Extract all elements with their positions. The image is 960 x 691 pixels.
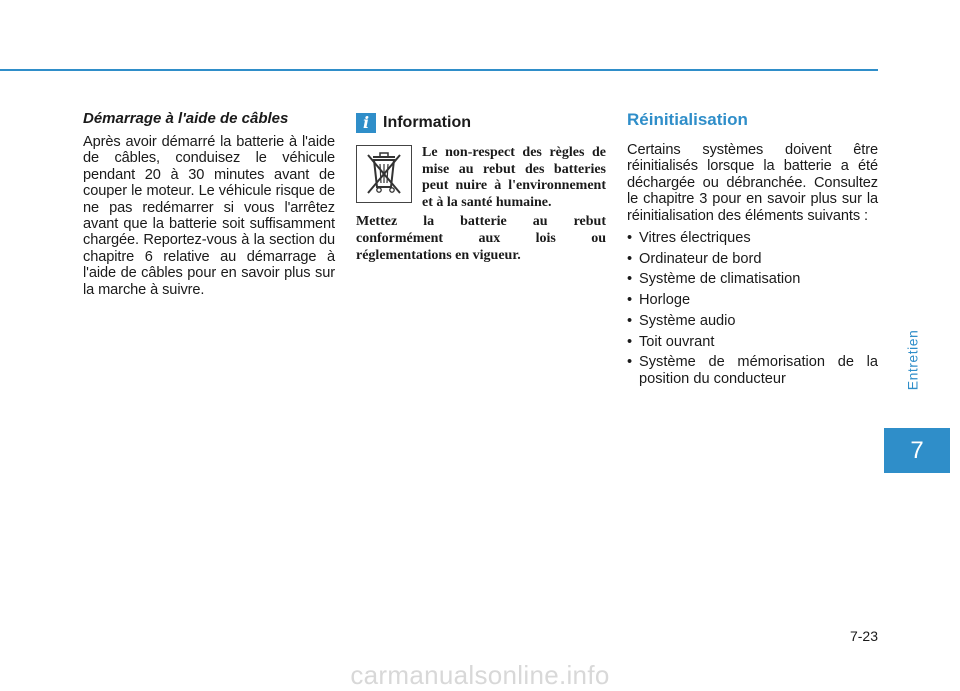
info-header [356, 113, 606, 133]
left-column [83, 110, 335, 298]
info-icon: i [356, 113, 376, 133]
top-divider [0, 69, 878, 71]
jump-start-paragraph: Après avoir démarré la batterie à l'aide de câbles, conduisez le véhicule pendant 20 à 30 minutes avant de couper le moteur. Le véhicule risque de ne pas redémarrer si vous l'arrêtez avant que la batterie soit suffisamment chargée. Reportez-vous à la section du chapitre 6 relative au démarrage à l'aide de câbles pour en savoir plus sur la marche à suivre. [83, 134, 335, 298]
info-bin-row [356, 145, 606, 211]
info-box [356, 113, 606, 264]
crossed-out-bin-icon [356, 145, 412, 203]
reset-paragraph: Certains systèmes doivent être réinitialisés lorsque la batterie a été déchargée ou débranchée. Consultez le chapitre 3 pour en savoir plus sur la réinitialisation des éléments suivants : [627, 142, 878, 224]
info-full-text: Mettez la batterie au rebut conformément aux lois ou réglementations en vigueur. [356, 214, 606, 263]
list-item: • Système audio [627, 313, 878, 329]
right-column [627, 110, 878, 391]
list-item: • Horloge [627, 292, 878, 308]
info-beside-text: Le non-respect des règles de mise au rebut des batteries peut nuire à l'environnement et à la santé humaine. [422, 145, 606, 210]
info-title: Information [383, 114, 471, 131]
list-item: • Ordinateur de bord [627, 251, 878, 267]
reset-heading: Réinitialisation [627, 110, 748, 129]
section-label-text: Entretien [904, 329, 921, 391]
list-item: • Toit ouvrant [627, 334, 878, 350]
chapter-tab: 7 [884, 428, 950, 473]
list-item: • Système de climatisation [627, 271, 878, 287]
page-number: 7-23 [849, 628, 878, 644]
watermark: carmanualsonline.info [350, 660, 610, 690]
jump-start-heading: Démarrage à l'aide de câbles [83, 110, 289, 127]
list-item: • Système de mémorisation de la position du conducteur [627, 354, 878, 387]
reset-list [627, 230, 878, 387]
list-item: • Vitres électriques [627, 230, 878, 246]
section-side-label [898, 300, 926, 420]
